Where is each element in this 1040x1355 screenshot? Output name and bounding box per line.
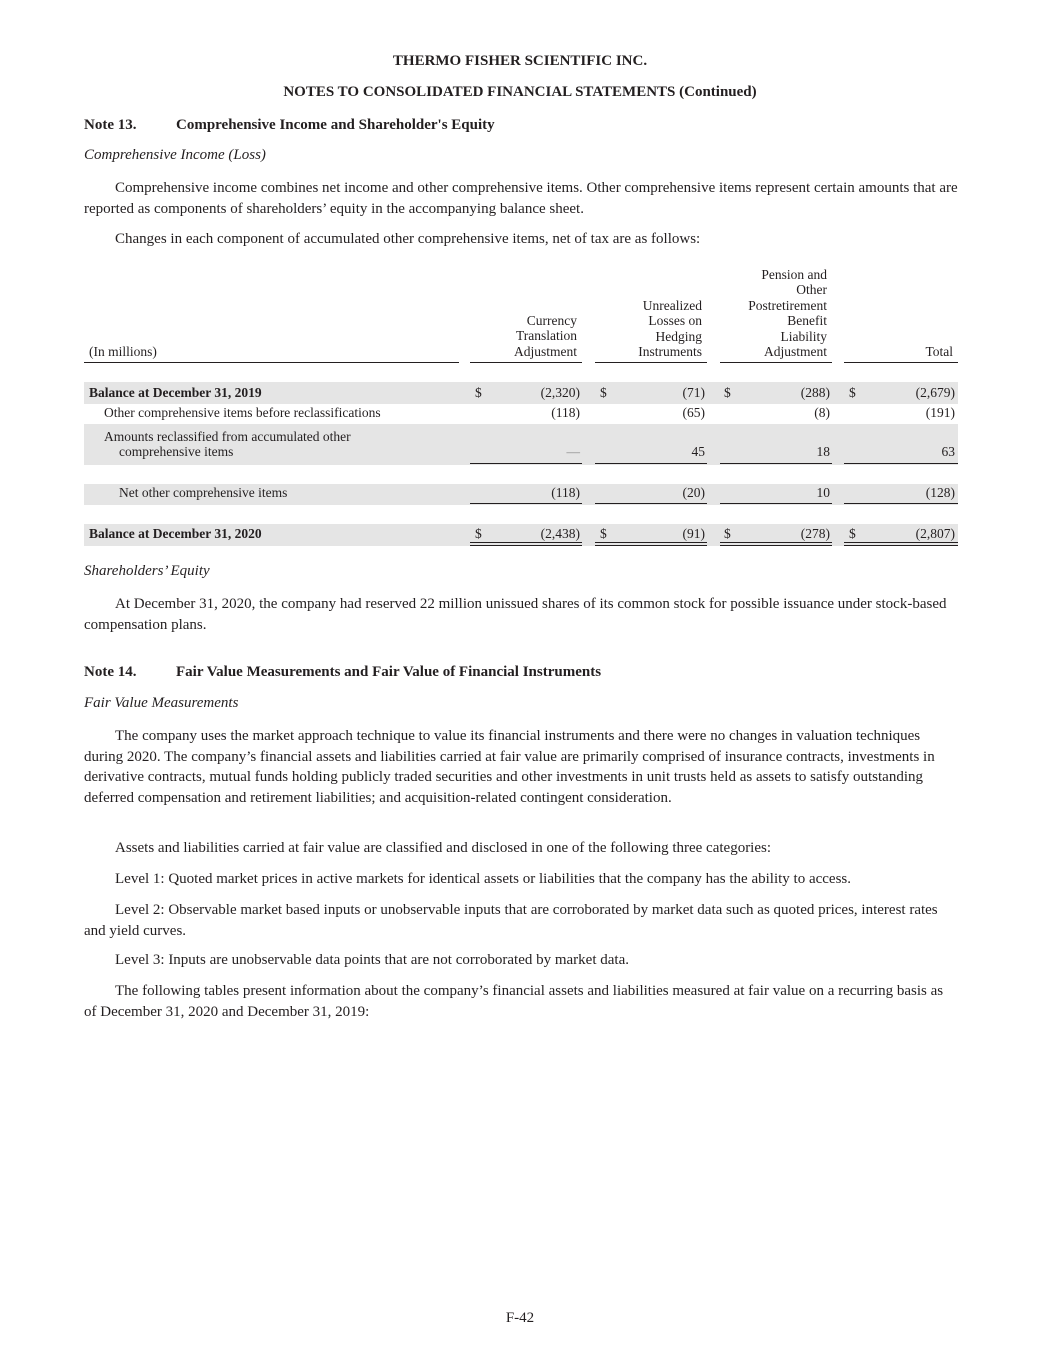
note13-paragraph-3-text: At December 31, 2020, the company had reserved 22 million unissued shares of its common stock for possible issuance under stock-based compensation plans. [84, 596, 947, 633]
page-number: F-42 [505, 1310, 535, 1326]
note14-paragraph-1-text: The company uses the market approach technique to value its financial instruments and there were no changes in valuation techniques during 2020. The company’s financial assets and liabilities carried at fair value are primarily comprised of insurance contracts, investments in derivative contracts, mutual funds holding publicly traded securities and other investments in unit trusts held as assets to satisfy outstanding deferred compensation and retirement liabilities; and acquisition-related contingent consideration. [84, 728, 935, 806]
cell-value: (2,807) [915, 526, 955, 541]
col-header-total [844, 344, 953, 359]
cell-value: (191) [925, 405, 955, 420]
cell-value: (20) [682, 485, 705, 500]
note13-paragraph-3 [84, 594, 959, 635]
cell-value: 63 [941, 444, 955, 459]
col-header-pension [708, 267, 827, 359]
header-rule [595, 362, 707, 363]
col-header-line: Translation [515, 328, 577, 344]
unit-label: (In millions) [89, 344, 157, 359]
cell-value: (288) [800, 385, 830, 400]
currency-symbol: $ [724, 385, 731, 400]
total-double-rule [470, 542, 582, 546]
note14-title: Fair Value Measurements and Fair Value of Financial Instruments [176, 664, 602, 680]
note14-paragraph-2-text: Assets and liabilities carried at fair value are classified and disclosed in one of the following three categories: [115, 840, 772, 856]
note14-paragraph-2 [84, 838, 959, 859]
cell-value: (2,679) [915, 385, 955, 400]
subtotal-rule [470, 503, 582, 504]
note14-paragraph-level3 [84, 950, 959, 971]
row-label-balance-2020: Balance at December 31, 2020 [89, 526, 262, 541]
col-header-line: Hedging [655, 328, 702, 344]
row-label-balance-2019: Balance at December 31, 2019 [89, 385, 262, 400]
cell-value: (8) [814, 405, 830, 420]
note14-paragraph-1 [84, 726, 959, 808]
note14-paragraph-tables-intro [84, 981, 959, 1022]
note13-heading [84, 117, 495, 134]
subtotal-rule [470, 463, 582, 464]
cell-value: 45 [691, 444, 705, 459]
currency-symbol: $ [724, 526, 731, 541]
note13-subheading-comprehensive-income: Comprehensive Income (Loss) [84, 147, 266, 163]
col-header-hedging [584, 298, 702, 360]
col-header-line: Adjustment [514, 343, 577, 359]
col-header-line: Adjustment [764, 344, 827, 360]
currency-symbol: $ [600, 526, 607, 541]
company-name: THERMO FISHER SCIENTIFIC INC. [392, 53, 648, 69]
header-rule [84, 362, 459, 363]
note13-paragraph-1 [84, 178, 959, 219]
aoci-table [84, 262, 958, 552]
cell-value: 18 [816, 444, 830, 459]
row-label-amounts-reclassified [104, 429, 351, 460]
note13-subheading-shareholders-equity: Shareholders’ Equity [84, 563, 210, 579]
subtotal-rule [720, 503, 832, 504]
total-double-rule [720, 542, 832, 546]
note14-paragraph-level3-text: Level 3: Inputs are unobservable data points that are not corroborated by market data. [115, 952, 629, 968]
header-rule [470, 362, 582, 363]
subtotal-rule [595, 463, 707, 464]
document-subtitle: NOTES TO CONSOLIDATED FINANCIAL STATEMENTS (Continued) [283, 84, 757, 100]
header-rule [720, 362, 832, 363]
note14-paragraph-tables-intro-text: The following tables present information about the company’s financial assets and liabilities measured at fair value on a recurring basis as of December 31, 2020 and December 31, 2019: [84, 983, 944, 1020]
col-header-line: Currency [526, 313, 577, 328]
note13-title: Comprehensive Income and Shareholder's Equity [176, 117, 495, 133]
col-header-line: Instruments [638, 344, 702, 360]
cell-value: — [566, 444, 580, 459]
col-header-line: Liability [780, 328, 827, 344]
cell-value: (71) [682, 385, 705, 400]
cell-value: (118) [551, 485, 580, 500]
col-header-line: Other [796, 282, 827, 298]
row-label-line: comprehensive items [119, 444, 234, 460]
subtotal-rule [595, 503, 707, 504]
note13-paragraph-1-text: Comprehensive income combines net income and other comprehensive items. Other comprehensive items represent certain amounts that are reported as components of shareholders’ equity in the accompanying balance sheet. [84, 180, 958, 217]
note14-heading [84, 664, 601, 681]
note13-number: Note 13. [84, 117, 137, 133]
col-header-line: Total [925, 344, 953, 359]
cell-value: (91) [682, 526, 705, 541]
note14-paragraph-level1-text: Level 1: Quoted market prices in active markets for identical assets or liabilities that the company has the ability to access. [115, 871, 852, 887]
note14-paragraph-level2 [84, 900, 959, 941]
currency-symbol: $ [849, 385, 856, 400]
note14-paragraph-level1 [84, 869, 959, 890]
col-header-line: Postretirement [748, 297, 827, 313]
subtotal-rule [720, 463, 832, 464]
col-header-line: Pension and [761, 267, 827, 282]
cell-value: (278) [800, 526, 830, 541]
total-double-rule [595, 542, 707, 546]
col-header-line: Unrealized [642, 298, 702, 313]
header-rule [844, 362, 958, 363]
subtotal-rule [844, 463, 958, 464]
note14-subheading-fair-value: Fair Value Measurements [84, 695, 239, 711]
col-header-line: Losses on [648, 313, 702, 329]
currency-symbol: $ [600, 385, 607, 400]
note13-paragraph-2 [84, 229, 959, 250]
total-double-rule [844, 542, 958, 546]
cell-value: (128) [925, 485, 955, 500]
row-label-net-other: Net other comprehensive items [119, 485, 288, 500]
subtotal-rule [844, 503, 958, 504]
cell-value: (2,438) [540, 526, 580, 541]
row-label-line: Amounts reclassified from accumulated other [104, 429, 351, 444]
note14-paragraph-level2-text: Level 2: Observable market based inputs or unobservable inputs that are corroborated by market data such as quoted prices, interest rates and yield curves. [84, 902, 938, 939]
currency-symbol: $ [475, 385, 482, 400]
currency-symbol: $ [475, 526, 482, 541]
row-label-other-comprehensive: Other comprehensive items before reclassifications [104, 405, 381, 420]
col-header-line: Benefit [787, 313, 827, 329]
note14-number: Note 14. [84, 664, 137, 680]
cell-value: (118) [551, 405, 580, 420]
currency-symbol: $ [849, 526, 856, 541]
col-header-currency [460, 313, 577, 359]
cell-value: (65) [682, 405, 705, 420]
cell-value: 10 [816, 485, 830, 500]
note13-paragraph-2-text: Changes in each component of accumulated other comprehensive items, net of tax are as follows: [115, 231, 701, 247]
cell-value: (2,320) [540, 385, 580, 400]
